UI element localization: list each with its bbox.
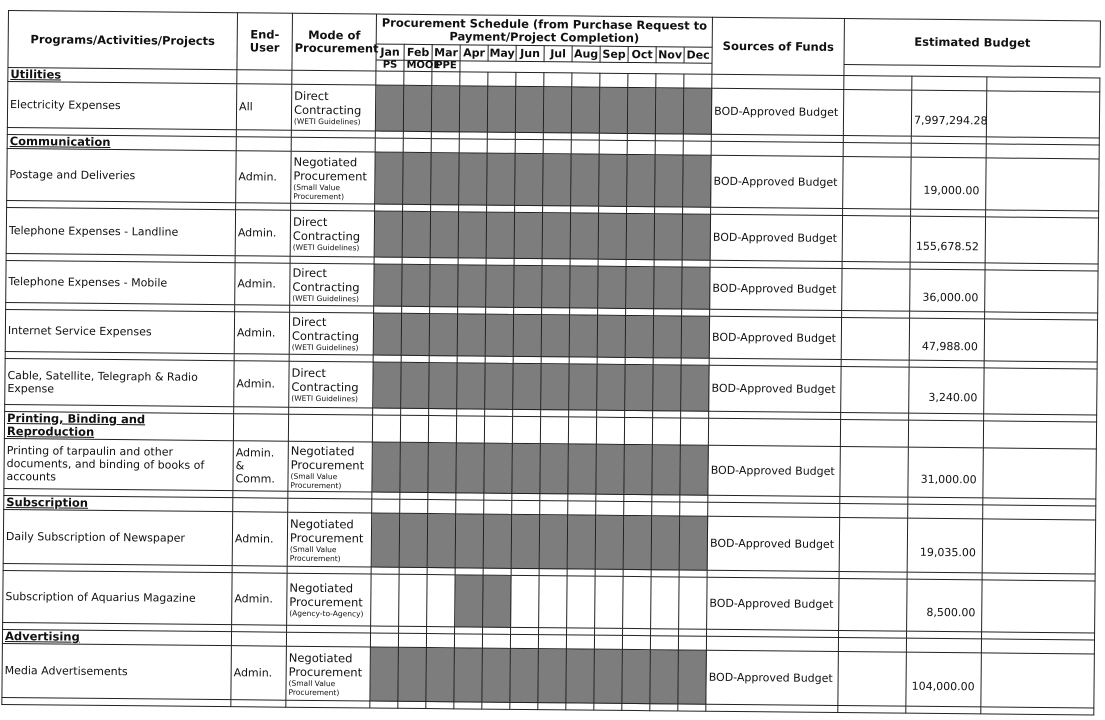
mooe-cell: 8,500.00 bbox=[907, 579, 982, 632]
schedule-cell bbox=[623, 515, 652, 569]
schedule-cell bbox=[515, 86, 543, 132]
mode-label: Negotiated Procurement bbox=[288, 650, 363, 679]
mooe-cell: 47,988.00 bbox=[909, 318, 984, 361]
schedule-cell bbox=[569, 364, 597, 410]
schedule-cell bbox=[683, 155, 712, 207]
ppe-cell bbox=[986, 91, 1099, 138]
schedule-cell bbox=[511, 514, 540, 568]
schedule-cell bbox=[623, 576, 651, 628]
mode-label: Negotiated Procurement bbox=[289, 516, 364, 545]
funds-cell: BOD-Approved Budget bbox=[707, 577, 839, 630]
month-header: Jun bbox=[516, 45, 544, 61]
schedule-cell bbox=[400, 442, 428, 492]
schedule-cell bbox=[375, 85, 403, 131]
schedule-cell bbox=[598, 213, 626, 259]
schedule-cell bbox=[627, 87, 655, 133]
ppe-cell bbox=[984, 319, 1097, 362]
end-user-cell: Admin. bbox=[234, 361, 289, 408]
schedule-cell bbox=[541, 364, 569, 410]
schedule-cell bbox=[569, 315, 597, 357]
schedule-cell bbox=[679, 577, 708, 629]
program-cell: Media Advertisements bbox=[2, 643, 232, 699]
schedule-cell bbox=[543, 87, 571, 133]
schedule-cell bbox=[624, 444, 652, 494]
programs-header: Programs/Activities/Projects bbox=[8, 11, 238, 70]
schedule-cell bbox=[399, 574, 427, 626]
funds-cell: BOD-Approved Budget bbox=[707, 516, 840, 571]
program-cell: Electricity Expenses bbox=[7, 82, 236, 130]
category-label: Advertising bbox=[2, 629, 231, 645]
ppe-cell bbox=[985, 217, 1098, 264]
month-header: Nov bbox=[656, 47, 684, 63]
mooe-cell: 155,678.52 bbox=[910, 216, 985, 263]
schedule-cell bbox=[539, 576, 567, 628]
mode-cell bbox=[291, 151, 375, 204]
schedule-cell bbox=[371, 513, 400, 567]
schedule-cell bbox=[652, 445, 680, 495]
ppe-cell bbox=[982, 519, 1096, 574]
program-cell: Printing of tarpaulin and other documents, and binding of books of accounts bbox=[4, 438, 233, 490]
schedule-cell bbox=[681, 316, 710, 358]
mooe-cell: 3,240.00 bbox=[909, 367, 984, 414]
ps-cell bbox=[839, 518, 908, 573]
schedule-cell bbox=[459, 86, 487, 132]
mode-cell bbox=[287, 573, 371, 626]
schedule-cell bbox=[542, 213, 570, 259]
mode-label: Negotiated Procurement bbox=[293, 154, 367, 183]
schedule-cell bbox=[487, 153, 515, 205]
schedule-cell bbox=[457, 363, 485, 409]
schedule-cell bbox=[540, 444, 568, 494]
schedule-cell bbox=[399, 513, 428, 567]
schedule-cell bbox=[514, 212, 542, 258]
ps-cell bbox=[843, 157, 911, 210]
end-user-cell: All bbox=[236, 84, 291, 131]
mode-cell bbox=[289, 312, 373, 355]
schedule-cell bbox=[510, 648, 539, 702]
ppe-cell bbox=[981, 653, 1095, 708]
schedule-cell bbox=[398, 647, 427, 701]
schedule-cell bbox=[625, 364, 653, 410]
schedule-cell bbox=[596, 444, 624, 494]
schedule-cell bbox=[571, 87, 599, 133]
schedule-cell bbox=[431, 153, 459, 205]
ppe-cell bbox=[982, 580, 1096, 633]
schedule-cell bbox=[515, 153, 543, 205]
ps-cell bbox=[839, 579, 907, 632]
month-header: Apr bbox=[460, 45, 488, 61]
schedule-cell bbox=[403, 85, 431, 131]
mode-cell bbox=[287, 512, 372, 567]
month-header: Mar bbox=[432, 45, 460, 61]
schedule-cell bbox=[599, 154, 627, 206]
end-user-cell: Admin. bbox=[232, 512, 288, 567]
program-cell: Daily Subscription of Newspaper bbox=[3, 509, 233, 565]
ps-cell bbox=[842, 216, 910, 263]
sources-header: Sources of Funds bbox=[712, 17, 845, 75]
schedule-cell bbox=[651, 516, 680, 570]
schedule-cell bbox=[598, 266, 626, 308]
schedule-cell bbox=[651, 577, 679, 629]
schedule-cell bbox=[625, 315, 653, 357]
mode-note: (Small Value Procurement) bbox=[289, 544, 341, 563]
month-header: May bbox=[489, 46, 515, 60]
ps-cell bbox=[838, 652, 907, 707]
schedule-cell bbox=[374, 211, 402, 257]
schedule-cell bbox=[513, 363, 541, 409]
schedule-header: Procurement Schedule (from Purchase Request to Payment/Project Completion) bbox=[376, 14, 712, 47]
schedule-cell bbox=[595, 515, 624, 569]
schedule-cell bbox=[370, 647, 399, 701]
ps-cell bbox=[840, 447, 908, 498]
schedule-cell bbox=[566, 649, 595, 703]
ppe-cell bbox=[986, 158, 1100, 211]
schedule-cell bbox=[655, 88, 683, 134]
schedule-cell bbox=[485, 314, 513, 356]
program-cell: Internet Service Expenses bbox=[5, 309, 234, 353]
schedule-cell bbox=[681, 365, 710, 411]
schedule-cell bbox=[514, 265, 542, 307]
mode-note: (WETI Guidelines) bbox=[292, 293, 359, 304]
schedule-cell bbox=[541, 315, 569, 357]
schedule-cell bbox=[595, 576, 623, 628]
schedule-cell bbox=[427, 514, 456, 568]
program-cell: Postage and Deliveries bbox=[7, 148, 236, 202]
funds-cell: BOD-Approved Budget bbox=[708, 445, 840, 496]
end-user-cell: Admin. bbox=[234, 312, 289, 355]
mode-cell bbox=[289, 361, 373, 408]
mode-note: (WETI Guidelines) bbox=[293, 116, 361, 127]
schedule-cell bbox=[626, 266, 654, 308]
schedule-cell bbox=[570, 213, 598, 259]
schedule-cell bbox=[542, 266, 570, 308]
schedule-cell bbox=[455, 514, 484, 568]
funds-cell: BOD-Approved Budget bbox=[710, 267, 842, 310]
category-label: Printing, Binding and Reproduction bbox=[4, 411, 233, 440]
funds-cell: BOD-Approved Budget bbox=[710, 214, 842, 261]
mode-label: Direct Contracting bbox=[291, 365, 359, 395]
schedule-cell bbox=[454, 648, 483, 702]
schedule-cell bbox=[650, 650, 679, 704]
mode-label: Direct Contracting bbox=[292, 265, 360, 295]
schedule-cell bbox=[627, 154, 655, 206]
procurement-table bbox=[1, 10, 1101, 715]
month-header: Sep bbox=[600, 46, 628, 62]
ps-cell bbox=[842, 269, 910, 312]
budget-header: Estimated Budget bbox=[844, 19, 1100, 67]
mode-note: (Small Value Procurement) bbox=[288, 678, 340, 697]
schedule-cell bbox=[511, 575, 539, 627]
schedule-cell bbox=[487, 86, 515, 132]
end-user-cell: Admin. bbox=[231, 646, 287, 701]
ps-cell bbox=[841, 367, 909, 414]
schedule-cell bbox=[680, 445, 709, 495]
ps-header: PS bbox=[376, 60, 404, 71]
schedule-cell bbox=[543, 154, 571, 206]
schedule-cell bbox=[655, 155, 683, 207]
month-header: Feb bbox=[404, 44, 432, 60]
schedule-cell bbox=[486, 212, 514, 258]
schedule-cell bbox=[567, 515, 596, 569]
end-user-cell: Admin. bbox=[235, 210, 290, 257]
schedule-cell bbox=[374, 264, 402, 306]
end-user-cell: Admin. & Comm. bbox=[233, 441, 288, 492]
schedule-cell bbox=[570, 266, 598, 308]
mooe-cell: 36,000.00 bbox=[910, 269, 985, 312]
mooe-cell: 31,000.00 bbox=[908, 447, 983, 498]
schedule-cell bbox=[483, 575, 511, 627]
mode-note: (Agency-to-Agency) bbox=[289, 608, 364, 619]
mode-cell bbox=[288, 441, 372, 492]
schedule-cell bbox=[401, 313, 429, 355]
month-header: Oct bbox=[628, 46, 656, 62]
schedule-cell bbox=[654, 214, 682, 260]
category-label: Utilities bbox=[8, 68, 237, 84]
schedule-cell bbox=[682, 214, 711, 260]
schedule-cell bbox=[567, 576, 595, 628]
mooe-cell: 7,997,294.28 bbox=[911, 90, 986, 137]
ps-cell bbox=[843, 90, 911, 137]
schedule-cell bbox=[538, 649, 567, 703]
schedule-cell bbox=[429, 314, 457, 356]
schedule-cell bbox=[594, 649, 623, 703]
ppe-cell bbox=[984, 368, 1097, 415]
mooe-header: MOOE bbox=[404, 60, 432, 71]
schedule-cell bbox=[599, 87, 627, 133]
program-cell: Cable, Satellite, Telegraph & Radio Expense bbox=[5, 358, 234, 406]
end-user-cell: Admin. bbox=[236, 151, 291, 204]
schedule-cell bbox=[678, 650, 707, 704]
mode-note: (Small Value Procurement) bbox=[290, 471, 342, 490]
schedule-cell bbox=[654, 267, 682, 309]
schedule-cell bbox=[457, 314, 485, 356]
schedule-cell bbox=[458, 265, 486, 307]
schedule-cell bbox=[430, 212, 458, 258]
schedule-cell bbox=[683, 88, 712, 134]
table-body bbox=[2, 68, 1100, 715]
schedule-cell bbox=[626, 213, 654, 259]
schedule-cell bbox=[458, 212, 486, 258]
end-user-cell: Admin. bbox=[235, 263, 290, 306]
month-header: Jan bbox=[376, 44, 404, 60]
schedule-cell bbox=[373, 362, 401, 408]
schedule-cell bbox=[597, 315, 625, 357]
mooe-cell: 104,000.00 bbox=[906, 652, 982, 707]
schedule-cell bbox=[372, 442, 400, 492]
funds-cell: BOD-Approved Budget bbox=[709, 316, 841, 359]
schedule-cell bbox=[483, 514, 512, 568]
mooe-cell: 19,000.00 bbox=[911, 157, 986, 210]
schedule-cell bbox=[459, 153, 487, 205]
schedule-cell bbox=[622, 649, 651, 703]
schedule-cell bbox=[653, 365, 681, 411]
mode-cell bbox=[290, 210, 374, 257]
schedule-cell bbox=[427, 575, 455, 627]
schedule-cell bbox=[429, 363, 457, 409]
mode-cell bbox=[286, 646, 371, 701]
schedule-cell bbox=[428, 443, 456, 493]
mode-label: Direct Contracting bbox=[292, 214, 361, 244]
ppe-cell bbox=[983, 448, 1096, 499]
category-label: Subscription bbox=[4, 495, 233, 511]
funds-cell: BOD-Approved Budget bbox=[709, 365, 841, 412]
mode-label: Direct Contracting bbox=[291, 314, 360, 344]
month-header: Aug bbox=[573, 47, 599, 61]
end-user-cell: Admin. bbox=[232, 573, 287, 626]
schedule-cell bbox=[431, 86, 459, 132]
schedule-cell bbox=[371, 574, 399, 626]
mode-label: Direct Contracting bbox=[293, 88, 362, 118]
schedule-cell bbox=[426, 648, 455, 702]
schedule-cell bbox=[485, 363, 513, 409]
table-header bbox=[8, 11, 1101, 78]
mode-cell bbox=[291, 84, 375, 131]
funds-cell: BOD-Approved Budget bbox=[711, 88, 843, 135]
schedule-cell bbox=[568, 444, 596, 494]
mode-note: (Small Value Procurement) bbox=[293, 182, 345, 201]
schedule-cell bbox=[484, 443, 512, 493]
category-label: Communication bbox=[7, 134, 236, 150]
schedule-cell bbox=[513, 314, 541, 356]
schedule-cell bbox=[653, 316, 681, 358]
program-cell: Telephone Expenses - Landline bbox=[6, 207, 235, 255]
schedule-cell bbox=[402, 211, 430, 257]
schedule-cell bbox=[512, 443, 540, 493]
schedule-cell bbox=[486, 265, 514, 307]
program-cell: Telephone Expenses - Mobile bbox=[6, 260, 235, 304]
mode-label: Negotiated Procurement bbox=[289, 580, 363, 610]
ppe-cell bbox=[985, 270, 1098, 313]
mode-note: (WETI Guidelines) bbox=[292, 242, 360, 253]
ppe-header: PPE bbox=[432, 61, 460, 72]
mode-cell bbox=[290, 263, 374, 306]
procurement-plan-sheet bbox=[1, 10, 1100, 715]
mode-note: (WETI Guidelines) bbox=[291, 342, 359, 353]
schedule-cell bbox=[403, 152, 431, 204]
end-user-header: End-User bbox=[237, 13, 293, 71]
ps-cell bbox=[841, 318, 909, 361]
funds-cell: BOD-Approved Budget bbox=[711, 155, 843, 208]
schedule-cell bbox=[455, 575, 483, 627]
schedule-cell bbox=[401, 362, 429, 408]
schedule-cell bbox=[571, 154, 599, 206]
schedule-cell bbox=[375, 152, 403, 204]
month-header: Jul bbox=[544, 46, 572, 62]
mode-label: Negotiated Procurement bbox=[290, 443, 365, 472]
schedule-cell bbox=[482, 648, 511, 702]
schedule-cell bbox=[373, 313, 401, 355]
mode-header: Mode of Procurement bbox=[292, 13, 377, 71]
schedule-cell bbox=[679, 516, 708, 570]
schedule-cell bbox=[539, 515, 568, 569]
mode-note: (WETI Guidelines) bbox=[291, 393, 358, 404]
schedule-cell bbox=[430, 265, 458, 307]
program-cell: Subscription of Aquarius Magazine bbox=[3, 570, 232, 624]
mooe-cell: 19,035.00 bbox=[907, 518, 983, 573]
schedule-cell bbox=[597, 364, 625, 410]
funds-cell: BOD-Approved Budget bbox=[706, 650, 839, 705]
schedule-cell bbox=[456, 443, 484, 493]
schedule-cell bbox=[402, 264, 430, 306]
month-header: Dec bbox=[684, 47, 712, 63]
schedule-cell bbox=[682, 267, 711, 309]
